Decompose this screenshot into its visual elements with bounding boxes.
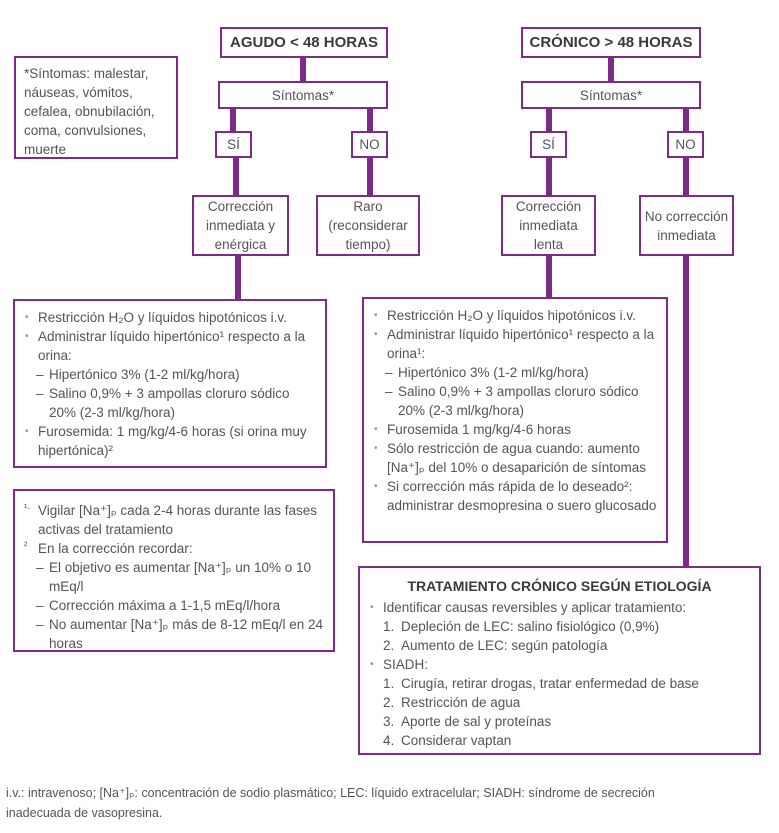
list-item — [36, 596, 325, 615]
bullet-icon: • — [25, 426, 29, 437]
list-marker: 1. — [383, 676, 395, 691]
bullet-icon: • — [25, 331, 29, 342]
list-marker: ² — [24, 541, 28, 552]
list-text: Cirugía, retirar drogas, tratar enfermedad de base — [401, 676, 699, 691]
list-marker: 2. — [383, 695, 395, 710]
list-item — [36, 365, 317, 384]
connector-chronic-title-symptoms — [608, 57, 614, 82]
list-text: Corrección máxima a 1-1,5 mEq/l/hora — [49, 598, 281, 613]
connector-chronic-no-outcome — [683, 157, 689, 196]
list-text: Administrar líquido hipertónico¹ respecto a la orina¹: — [387, 327, 655, 361]
list-text: Restricción H₂O y líquidos hipotónicos i.v. — [38, 310, 287, 325]
chronic-no-label: NO — [675, 137, 696, 152]
list-text: Sólo restricción de agua cuando: aumento [Na⁺]ₚ del 10% o desaparición de síntomas — [387, 441, 647, 475]
list-marker: – — [385, 365, 393, 380]
acute-symptoms-box — [218, 81, 388, 109]
acute-no-label: NO — [359, 137, 380, 152]
list-item — [383, 636, 751, 655]
list-item — [23, 308, 317, 327]
list-text: En la corrección recordar: — [38, 541, 193, 556]
connector-chronic-symptoms-yes — [546, 108, 552, 132]
list-item — [385, 382, 658, 420]
acute-no-outcome-text: Raro (reconsiderar tiempo) — [328, 199, 408, 252]
chronic-symptoms-label: Síntomas* — [579, 87, 643, 103]
chronic-title-box — [521, 27, 701, 58]
chronic-symptoms-box — [521, 81, 701, 109]
list-item — [372, 420, 658, 439]
symptoms-note-text: *Síntomas: malestar, náuseas, vómitos, cefalea, obnubilación, coma, convulsiones, muerte — [24, 66, 155, 157]
list-text: Aporte de sal y proteínas — [401, 714, 552, 729]
list-marker: ¹· — [24, 503, 31, 514]
chronic-no-outcome-text: No corrección inmediata — [644, 208, 729, 243]
acute-title: AGUDO < 48 HORAS — [230, 34, 378, 51]
list-marker: – — [36, 617, 44, 632]
connector-acute-symptoms-yes — [230, 108, 236, 132]
list-text: Vigilar [Na⁺]ₚ cada 2-4 horas durante las fases activas del tratamiento — [38, 503, 318, 537]
acute-symptoms-label: Síntomas* — [271, 87, 335, 103]
list-marker: – — [36, 598, 44, 613]
bullet-icon: • — [374, 443, 378, 454]
chronic-treatment-box — [362, 297, 668, 543]
connector-acute-title-symptoms — [300, 57, 306, 82]
list-text: Furosemida: 1 mg/kg/4-6 horas (si orina muy hipertónica)² — [38, 424, 307, 458]
list-marker: 4. — [383, 733, 395, 748]
list-text: Considerar vaptan — [401, 733, 512, 748]
list-item — [368, 655, 751, 674]
list-text: Salino 0,9% + 3 ampollas cloruro sódico 20% (2-3 ml/kg/hora) — [398, 384, 639, 418]
list-text: Administrar líquido hipertónico¹ respecto a la orina: — [38, 329, 306, 363]
list-text: Furosemida 1 mg/kg/4-6 horas — [387, 422, 571, 437]
list-item — [368, 598, 751, 617]
list-text: SIADH: — [383, 657, 429, 672]
list-text: Si corrección más rápida de lo deseado²: administrar desmopresina o suero glucosado — [387, 479, 657, 513]
bullet-icon: • — [374, 424, 378, 435]
acute-title-box — [220, 27, 388, 58]
list-text: Identificar causas reversibles y aplicar tratamiento: — [383, 600, 687, 615]
list-item — [385, 363, 658, 382]
list-marker: – — [36, 367, 44, 382]
connector-acute-no-outcome — [367, 157, 373, 196]
chronic-etiology-box — [358, 566, 761, 755]
chronic-yes-label: SÍ — [542, 137, 555, 152]
bullet-icon: • — [370, 659, 374, 670]
footnotes-box — [13, 489, 335, 652]
list-item — [372, 325, 658, 363]
chronic-yes-box — [530, 131, 567, 158]
bullet-icon: • — [374, 481, 378, 492]
connector-chronic-outcome-treatment — [546, 255, 552, 298]
connector-chronic-no-etiology — [683, 255, 689, 567]
chronic-etiology-title: TRATAMIENTO CRÓNICO SEGÚN ETIOLOGÍA — [407, 578, 712, 594]
list-text: Restricción H₂O y líquidos hipotónicos i.v. — [387, 308, 636, 323]
list-item — [372, 439, 658, 477]
list-text: Aumento de LEC: según patología — [401, 638, 608, 653]
list-item — [36, 615, 325, 653]
acute-no-outcome-box — [316, 195, 420, 256]
chronic-etiology-list — [368, 598, 751, 750]
list-item — [23, 539, 325, 558]
abbreviations-legend: i.v.: intravenoso; [Na⁺]ₚ: concentración de sodio plasmático; LEC: líquido extracelular; SIADH: síndrome de secreción inadecuada de vasopresina. — [6, 786, 655, 820]
chronic-no-outcome-box — [639, 195, 734, 256]
list-item — [383, 693, 751, 712]
list-item — [372, 306, 658, 325]
chronic-yes-outcome-box — [501, 195, 596, 256]
connector-acute-yes-outcome — [233, 157, 239, 196]
list-text: Depleción de LEC: salino fisiológico (0,9%) — [401, 619, 660, 634]
list-item — [36, 558, 325, 596]
list-marker: 3. — [383, 714, 395, 729]
bullet-icon: • — [374, 310, 378, 321]
list-marker: – — [385, 384, 393, 399]
list-item — [372, 477, 658, 515]
list-item — [383, 617, 751, 636]
acute-yes-label: SÍ — [227, 137, 240, 152]
bullet-icon: • — [374, 329, 378, 340]
list-text: Hipertónico 3% (1-2 ml/kg/hora) — [49, 367, 240, 382]
connector-chronic-symptoms-no — [683, 108, 689, 132]
list-marker: – — [36, 386, 44, 401]
acute-yes-box — [215, 131, 252, 158]
list-text: Salino 0,9% + 3 ampollas cloruro sódico 20% (2-3 ml/kg/hora) — [49, 386, 290, 420]
symptoms-note-box — [14, 56, 178, 159]
list-item — [23, 501, 325, 539]
list-item — [383, 731, 751, 750]
list-item — [36, 384, 317, 422]
list-item — [23, 327, 317, 365]
connector-acute-outcome-treatment — [235, 255, 241, 300]
list-marker: – — [36, 560, 44, 575]
list-text: Hipertónico 3% (1-2 ml/kg/hora) — [398, 365, 589, 380]
list-marker: 2. — [383, 638, 395, 653]
chronic-no-box — [667, 131, 704, 158]
connector-acute-symptoms-no — [367, 108, 373, 132]
acute-no-box — [351, 131, 388, 158]
acute-yes-outcome-text: Corrección inmediata y enérgica — [205, 199, 276, 252]
list-text: El objetivo es aumentar [Na⁺]ₚ un 10% o 10 mEq/l — [49, 560, 312, 594]
acute-treatment-box — [13, 299, 327, 468]
chronic-title: CRÓNICO > 48 HORAS — [529, 34, 693, 51]
list-marker: 1. — [383, 619, 395, 634]
connector-chronic-yes-outcome — [546, 157, 552, 196]
list-item — [23, 422, 317, 460]
chronic-yes-outcome-text: Corrección inmediata lenta — [515, 199, 582, 252]
list-item — [383, 712, 751, 731]
list-text: Restricción de agua — [401, 695, 521, 710]
acute-yes-outcome-box — [192, 195, 289, 256]
list-text: No aumentar [Na⁺]ₚ más de 8-12 mEq/l en 24 horas — [49, 617, 324, 651]
bullet-icon: • — [25, 312, 29, 323]
list-item — [383, 674, 751, 693]
bullet-icon: • — [370, 602, 374, 613]
